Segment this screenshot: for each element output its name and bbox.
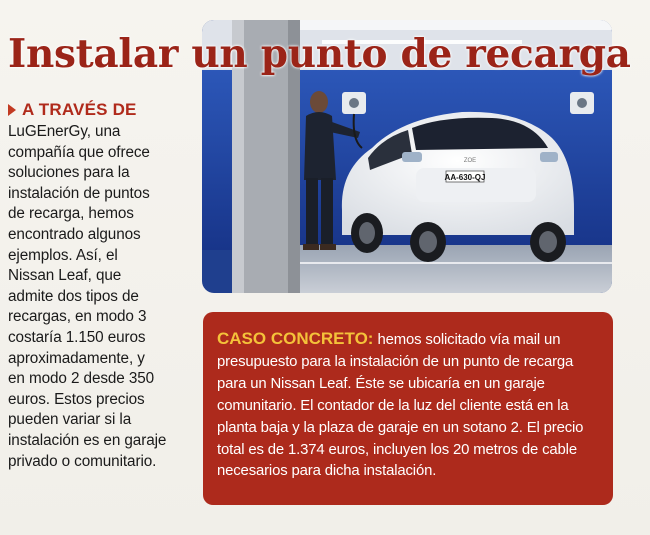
intro-line: LuGEnerGy, una: [8, 123, 121, 140]
triangle-bullet-icon: [8, 104, 16, 116]
intro-body: [8, 122, 198, 472]
case-line: total es de 1.374 euros, incluyen los 20 metros de cable: [217, 441, 577, 458]
intro-line: compañía que ofrece: [8, 143, 150, 161]
case-line: para un Nissan Leaf. Éste se ubicaría en un garaje: [217, 375, 545, 392]
article-title: Instalar un punto de recarga: [8, 31, 631, 77]
license-plate: AA-630-QJ: [444, 173, 486, 182]
case-line: planta baja y la plaza de garaje en un sotano 2. El precio: [217, 419, 584, 436]
intro-line: costaría 1.150 euros: [8, 328, 146, 346]
intro-line: encontrado algunos: [8, 225, 141, 243]
case-label: CASO CONCRETO:: [217, 329, 374, 348]
intro-line: aproximadamente, y: [8, 349, 145, 367]
intro-line: ejemplos. Así, el: [8, 246, 118, 264]
intro-line: de recarga, hemos: [8, 205, 134, 223]
intro-line: recargas, en modo 3: [8, 308, 147, 326]
case-first-text: hemos solicitado vía mail un: [373, 332, 561, 348]
case-line: necesarios para dicha instalación.: [217, 463, 437, 480]
car-badge: ZOE: [463, 158, 477, 164]
intro-line: instalación de puntos: [8, 184, 150, 202]
intro-line: pueden variar si la: [8, 411, 132, 429]
intro-heading-text: A TRAVÉS DE: [22, 100, 137, 119]
intro-heading: [8, 100, 137, 120]
intro-line: instalación es en garaje: [8, 431, 167, 449]
intro-line: privado o comunitario.: [8, 452, 157, 470]
intro-line: euros. Estos precios: [8, 390, 145, 408]
case-first-line: [217, 328, 603, 352]
case-line: presupuesto para la instalación de un punto de recarga: [217, 353, 574, 370]
intro-line: soluciones para la: [8, 164, 130, 182]
intro-line: en modo 2 desde 350: [8, 370, 155, 388]
intro-line: Nissan Leaf, que: [8, 267, 122, 285]
intro-line: admite dos tipos de: [8, 287, 139, 305]
case-line: comunitario. El contador de la luz del cliente está en la: [217, 397, 569, 414]
case-box: [203, 312, 613, 505]
